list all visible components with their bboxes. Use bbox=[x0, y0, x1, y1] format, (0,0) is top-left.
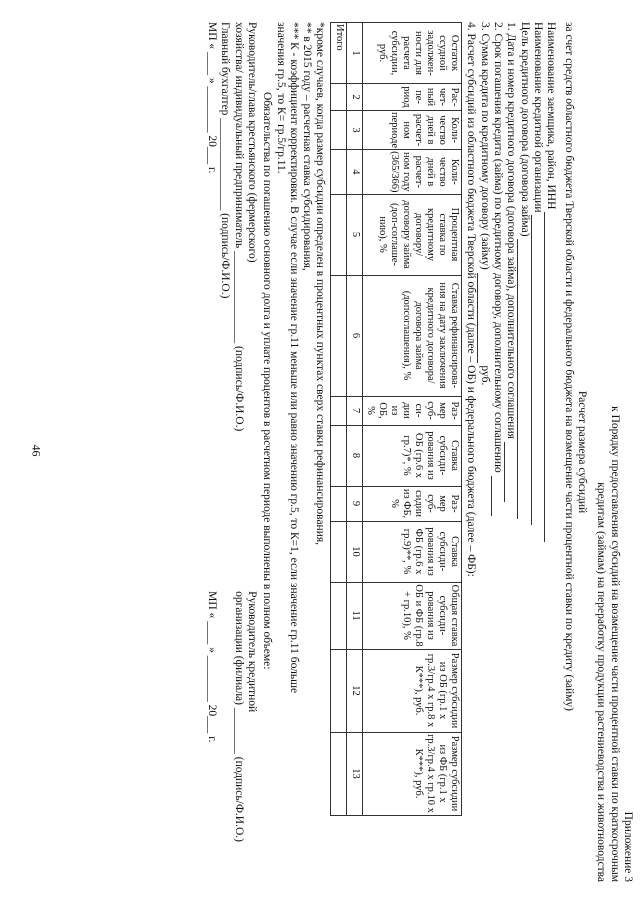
col-header-4: Коли-чество дней в расчет-ном году (365/366) bbox=[362, 150, 462, 194]
col-number: 7 bbox=[347, 396, 362, 425]
field-purpose: Цель кредитного договора (договора займа) bbox=[517, 22, 530, 882]
col-number: 8 bbox=[347, 425, 362, 486]
field-calculation: 4. Расчет субсидий из областного бюджета Тверской области (далее – ОБ) и федерального бюджета (далее – ФБ): bbox=[465, 22, 478, 577]
col-header-6: Ставка рефинансирова-ния на дату заключения кредитного договора/договора займа (допсоглашения), % bbox=[362, 275, 462, 396]
signature-bank: Руководитель кредитной организации (филиала) ________ (подпись/Ф.И.О.) МП « ____ » ________ 20___ г. bbox=[205, 591, 258, 842]
col-number: 9 bbox=[347, 486, 362, 521]
col-number: 13 bbox=[347, 732, 362, 815]
header-line-1: к Порядку предоставления субсидий на возмещение части процентной ставки по краткосрочным bbox=[608, 406, 621, 882]
document-title: Расчет размера субсидий bbox=[576, 390, 589, 514]
col-number: 4 bbox=[347, 150, 362, 194]
col-header-13: Размер субсидии из ФБ (гр.1 х гр.3/гр.4 х гр.10 х К***), руб. bbox=[362, 732, 462, 815]
col-header-10: Ставка субсиди-рования из ФБ (гр.6 х гр.9)**, % bbox=[362, 521, 462, 582]
document-header bbox=[594, 22, 634, 882]
col-header-3: Коли-чество дней в расчет-ном периоде bbox=[362, 111, 462, 150]
col-number: 3 bbox=[347, 111, 362, 150]
field-loan-sum: 3. Сумма кредита по кредитному договору (займу) руб. bbox=[478, 22, 491, 386]
footnote-3-cont: значения гр.5, то К= гр.5/гр.11. bbox=[274, 22, 287, 174]
table-number-row bbox=[347, 23, 362, 816]
footnote-2: ** в 2015 году – расчетная ставка субсидирования, bbox=[301, 22, 314, 271]
rotated-document bbox=[39, 22, 634, 882]
col-header-5: Процентная ставка по кредитному договору/ договору займа (доп-соглаше-нию), % bbox=[362, 194, 462, 275]
total-label: Итого bbox=[331, 23, 347, 84]
field-repayment-term: 2. Срок погашения кредита (займа) по кредитному договору, дополнительному соглашению bbox=[491, 22, 504, 882]
document-subtitle: за счет средств областного бюджета Тверской области и федерального бюджета на возмещение части процентной ставки по кредиту (займу) bbox=[562, 22, 575, 711]
table-total-row bbox=[331, 23, 347, 816]
col-header-2: Рас-чет-ный пе-риод bbox=[362, 84, 462, 111]
col-header-1: Остаток ссудной задолжен-ности для расчета субсидии, руб. bbox=[362, 23, 462, 84]
field-borrower: Наименование заемщика, район, ИНН bbox=[544, 22, 557, 882]
field-bank: Наименование кредитной организации bbox=[531, 22, 544, 882]
obligations-note: Обязательства по погашению основного долга и уплате процентов в расчетном периоде выполнены в полном объеме: bbox=[261, 92, 274, 670]
col-number: 12 bbox=[347, 649, 362, 732]
col-header-11: Общая ставка субсиди-рования из ОБ и ФБ (гр.8 + гр.10), % bbox=[362, 582, 462, 649]
subsidy-table bbox=[331, 22, 463, 816]
header-line-2: кредитам (займам) на переработку продукции растениеводства и животноводства bbox=[595, 482, 608, 882]
col-number: 6 bbox=[347, 275, 362, 396]
page-number: 46 bbox=[29, 444, 44, 457]
col-header-7: Раз-мер суб-си-дии из ОБ, % bbox=[362, 396, 462, 425]
col-number: 1 bbox=[347, 23, 362, 84]
col-number: 5 bbox=[347, 194, 362, 275]
signature-block bbox=[205, 22, 258, 882]
col-number: 11 bbox=[347, 582, 362, 649]
form-fields bbox=[464, 22, 557, 882]
table-header-row bbox=[362, 23, 462, 816]
col-header-8: Ставка субсиди-рования из ОБ (гр.6 х гр.7)*, % bbox=[362, 425, 462, 486]
signature-borrower: Руководитель/глава крестьянского (фермерского) хозяйства/ индивидуальный предприниматель ________________ (подпись/Ф.И.О.) Главный бухгалтер ________________ (подпись/Ф.И.О.) МП « ____ » ________ 20___ г. bbox=[205, 22, 258, 432]
footnote-3: *** К - коэффициент корректировки. В случае если значение гр.11 меньше или равно значению гр.5, то К=1, если значение гр.11 больше bbox=[287, 22, 300, 694]
footnotes bbox=[260, 22, 327, 882]
col-number: 2 bbox=[347, 84, 362, 111]
col-header-12: Размер субсидии из ОБ (гр.1 х гр.3/гр.4 х гр.8 х К***), руб. bbox=[362, 649, 462, 732]
appendix-label: Приложение 3 bbox=[622, 811, 634, 882]
field-contract-date: 1. Дата и номер кредитного договора (договора займа), дополнительного соглашения bbox=[504, 22, 517, 882]
col-header-9: Раз-мер суб-сидии из ФБ, % bbox=[362, 486, 462, 521]
footnote-1: *кроме случаев, когда размер субсидии определен в процентных пунктах сверх ставки рефинансирования, bbox=[314, 22, 327, 546]
col-number: 10 bbox=[347, 521, 362, 582]
